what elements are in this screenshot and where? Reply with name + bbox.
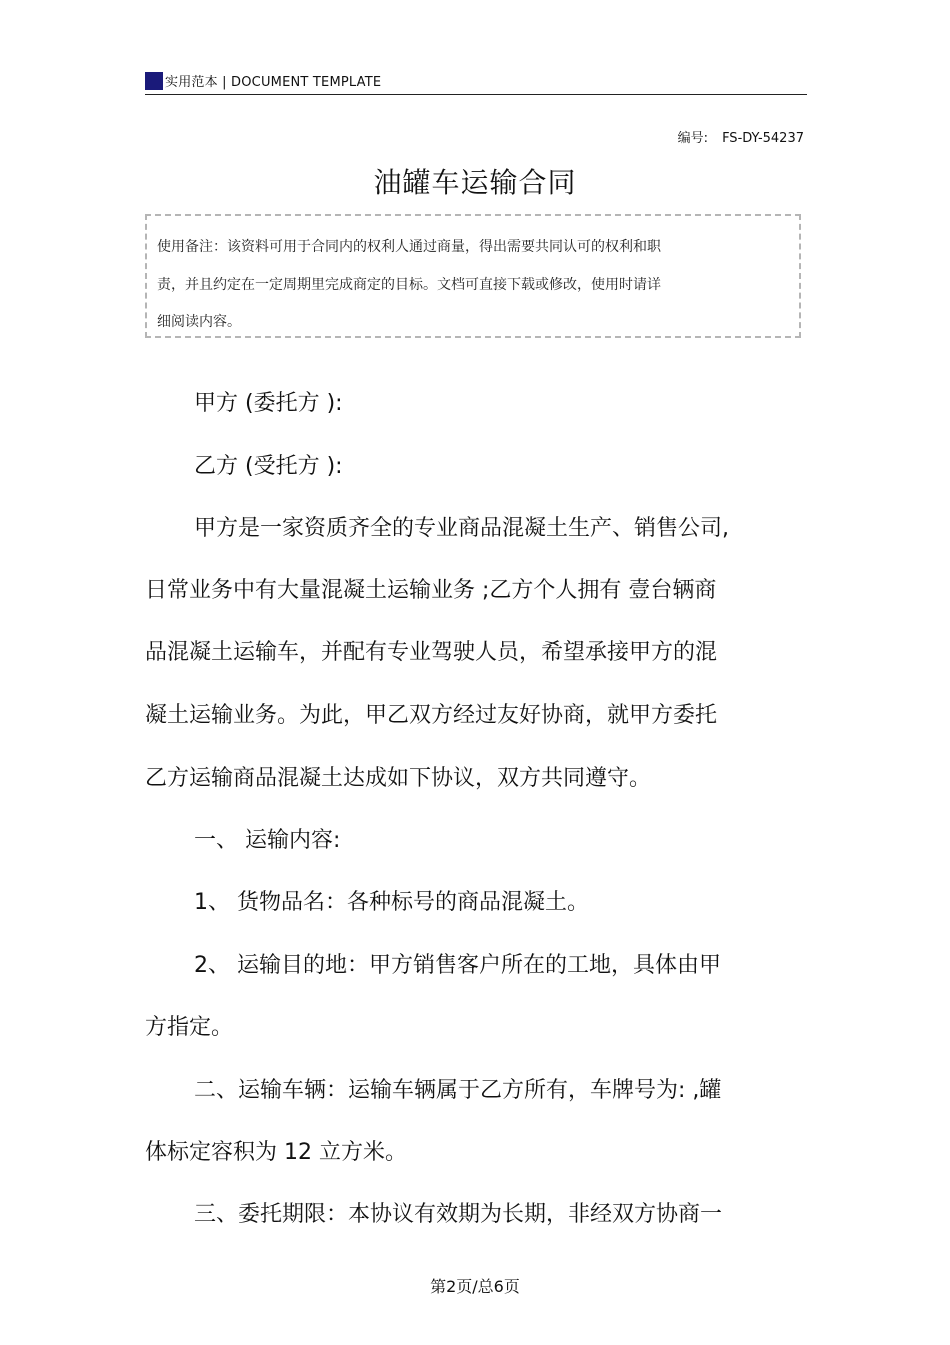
usage-note-line: 细阅读内容。	[157, 314, 241, 330]
document-header	[145, 68, 807, 95]
header-logo-square	[145, 72, 163, 90]
paragraph-line: 甲方是一家资质齐全的专业商品混凝土生产、销售公司,	[194, 516, 729, 541]
section-heading: 二、运输车辆：运输车辆属于乙方所有，车牌号为: ,罐	[194, 1078, 722, 1103]
page-number: 第2页/总6页	[430, 1277, 520, 1296]
document-title: 油罐车运输合同	[373, 166, 577, 199]
usage-note-line: 使用备注：该资料可用于合同内的权利人通过商量，得出需要共同认可的权利和职	[157, 239, 661, 255]
paragraph-line: 凝土运输业务。为此，甲乙双方经过友好协商，就甲方委托	[145, 703, 718, 728]
document-number	[678, 127, 804, 146]
usage-note-line: 责，并且约定在一定周期里完成商定的目标。文档可直接下载或修改，使用时请详	[157, 276, 661, 293]
paragraph-line: 品混凝土运输车，并配有专业驾驶人员，希望承接甲方的混	[145, 640, 718, 665]
section-heading: 三、委托期限：本协议有效期为长期，非经双方协商一	[194, 1202, 723, 1227]
paragraph-line: 体标定容积为 12 立方米。	[145, 1140, 407, 1165]
paragraph-line: 乙方运输商品混凝土达成如下协议，双方共同遵守。	[145, 766, 652, 791]
paragraph-line: 日常业务中有大量混凝土运输业务 ;乙方个人拥有 壹台辆商	[145, 578, 717, 603]
section-heading: 一、 运输内容:	[194, 828, 341, 853]
paragraph-line: 方指定。	[145, 1015, 234, 1040]
clause-item: 2、 运输目的地：甲方销售客户所在的工地，具体由甲	[194, 953, 721, 978]
clause-item: 1、 货物品名：各种标号的商品混凝土。	[194, 890, 589, 915]
document-number-label: 编号:	[677, 131, 709, 146]
party-b-line: 乙方 (受托方 ):	[194, 454, 343, 479]
party-a-line: 甲方 (委托方 ):	[194, 391, 343, 416]
document-number-value: FS-DY-54237	[722, 131, 804, 146]
usage-note-box	[145, 214, 801, 338]
header-label: 实用范本 | DOCUMENT TEMPLATE	[165, 75, 382, 90]
